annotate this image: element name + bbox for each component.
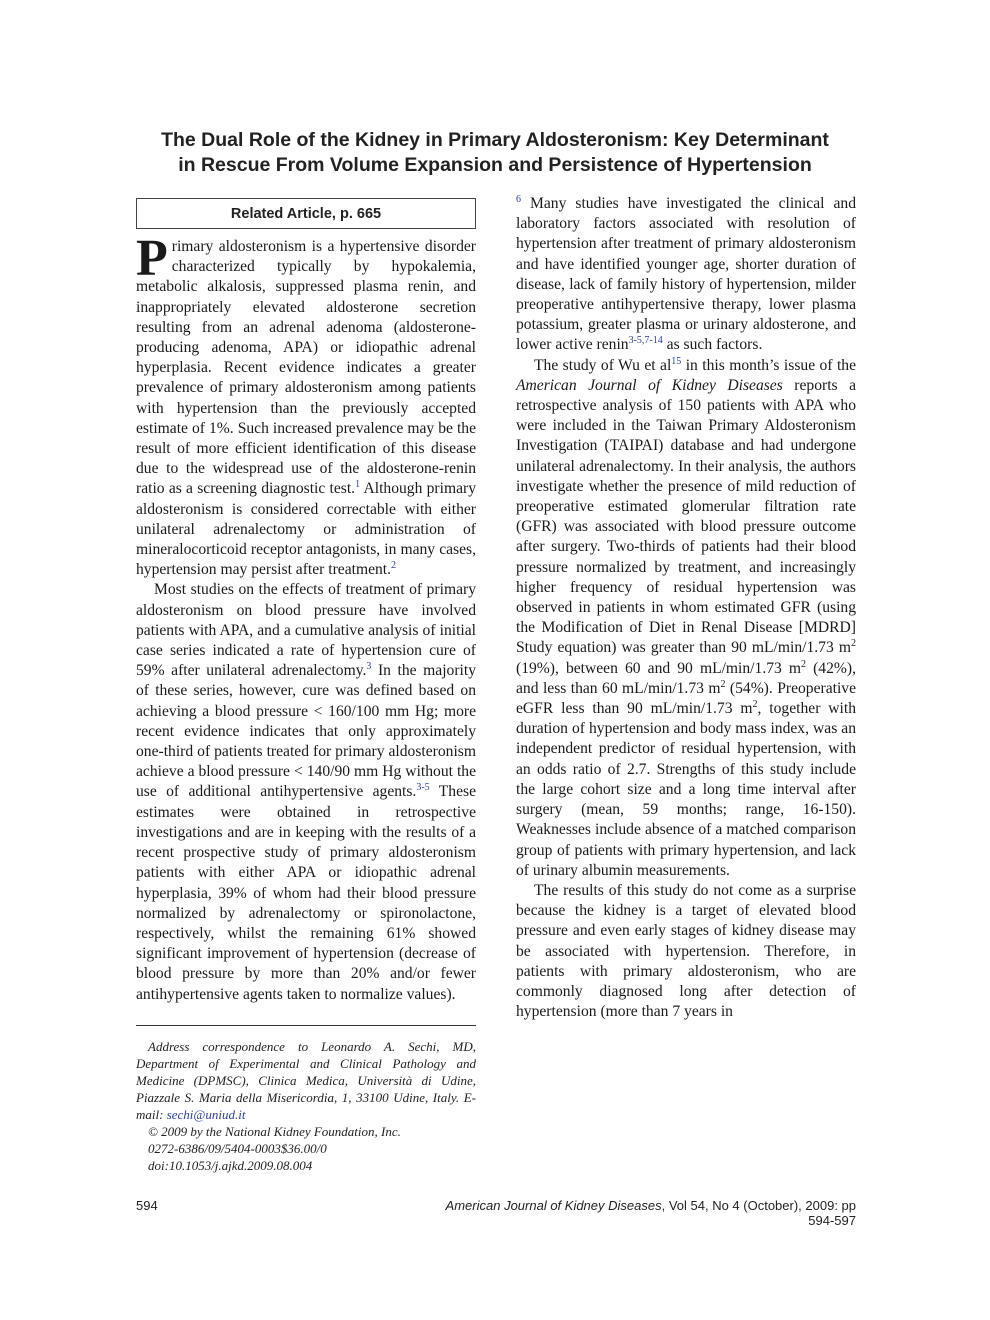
correspondence-address bbox=[136, 1038, 476, 1123]
p2-text-d: Many studies have investigated the clinical and laboratory factors associated with resolution of hypertension after treatment of primary aldosteronism and have identified younger age, shorter duration of disease, lack of family history of hypertension, milder preoperative antihypertensive therapy, lower plasma potassium, greater plasma or urinary aldosterone, and lower active renin bbox=[516, 195, 856, 354]
citation-ref[interactable]: 3-5 bbox=[416, 782, 430, 794]
p3-text-a: The study of Wu et al bbox=[534, 356, 672, 374]
title-line-1: The Dual Role of the Kidney in Primary Aldosteronism: Key Determinant bbox=[161, 129, 829, 151]
email-label: E-mail: bbox=[136, 1090, 476, 1122]
p3-text-g: , together with duration of hypertension and body mass index, was an independent predictor of residual hypertension, with an odds ratio of 2.7. Strengths of this study include the large cohort size and a long time interval after surgery (mean, 59 months; range, 16-150). Weaknesses include absence of a matched comparison group of patients with primary hypertension, and lack of urinary albumin measurements. bbox=[516, 700, 856, 879]
paragraph-4: The results of this study do not come as a surprise because the kidney is a target of elevated blood pressure and even early stages of kidney disease may be associated with hypertension. Therefore, in patients with primary aldosteronism, who are commonly diagnosed long after detection of hypertension (more than 7 years in bbox=[516, 881, 856, 1021]
p1-text-b: Although primary aldosteronism is considered correctable with either unilateral adrenalectomy or administration of mineralocorticoid receptor antagonists, in many cases, hypertension may persist after treatment. bbox=[136, 480, 476, 579]
paragraph-2 bbox=[136, 580, 476, 1004]
footnote-divider bbox=[136, 1025, 476, 1026]
right-column bbox=[516, 194, 856, 1022]
title-line-2: in Rescue From Volume Expansion and Persistence of Hypertension bbox=[178, 154, 812, 176]
p3-text-b: in this month’s issue of the bbox=[681, 356, 857, 374]
p1-text-a: rimary aldosteronism is a hypertensive disorder characterized typically by hypokalemia, metabolic alkalosis, suppressed plasma renin, and inappropriately elevated aldosterone secretion resulting from an adrenal adenoma (aldosterone-producing adenoma, APA) or idiopathic adrenal hyperplasia. Recent evidence indicates a greater prevalence of primary aldosteronism among patients with hypertension than the previously accepted estimate of 1%. Such increased prevalence may be the result of more efficient identification of this disease due to the widespread use of the aldosterone-renin ratio as a screening diagnostic test. bbox=[136, 238, 476, 498]
paragraph-1 bbox=[136, 230, 476, 580]
citation-ref[interactable]: 3 bbox=[366, 661, 372, 673]
address-text: Address correspondence to Leonardo A. Sechi, MD, Department of Experimental and Clinical Pathology and Medicine (DPMSC), Clinica Medica, Università di Udine, Piazzale S. Maria della Misericordia, 1, 33100 Udine, Italy. bbox=[136, 1039, 476, 1105]
paragraph-2-continued bbox=[516, 194, 856, 356]
citation-ref[interactable]: 3-5,7-14 bbox=[628, 335, 663, 347]
p2-text-c: These estimates were obtained in retrospective investigations and are in keeping with the results of a recent prospective study of primary aldosteronism patients with either APA or idiopathic adrenal hyperplasia, 39% of whom had their blood pressure normalized by adrenalectomy or spironolactone, respectively, whilst the remaining 61% showed significant improvement of hypertension (decrease of blood pressure by more than 20% and/or fewer antihypertensive agents taken to normalize values). bbox=[136, 783, 476, 1003]
citation-ref[interactable]: 2 bbox=[391, 560, 397, 572]
footnote bbox=[136, 1038, 476, 1174]
superscript: 2 bbox=[720, 678, 726, 690]
footer-journal: American Journal of Kidney Diseases bbox=[445, 1198, 662, 1213]
superscript: 2 bbox=[752, 699, 758, 711]
citation-ref[interactable]: 6 bbox=[516, 194, 521, 205]
email-link[interactable]: sechi@uniud.it bbox=[166, 1107, 246, 1122]
journal-name: American Journal of Kidney Diseases bbox=[516, 376, 783, 394]
article-title bbox=[60, 128, 930, 178]
p3-text-e: (42%), and less than 60 mL/min/1.73 m bbox=[516, 659, 856, 697]
page-number: 594 bbox=[136, 1198, 158, 1213]
journal-citation bbox=[430, 1198, 856, 1228]
copyright: © 2009 by the National Kidney Foundation, Inc. bbox=[148, 1124, 401, 1139]
drop-cap: P bbox=[136, 230, 168, 287]
p2-text-a: Most studies on the effects of treatment of primary aldosteronism on blood pressure have involved patients with APA, and a cumulative analysis of initial case series indicated a rate of hypertension cure of 59% after unilateral adrenalectomy. bbox=[136, 581, 476, 680]
p3-text-f: (54%). Preoperative eGFR less than 90 mL/min/1.73 m bbox=[516, 679, 857, 718]
citation-ref[interactable]: 15 bbox=[671, 355, 682, 367]
related-article-link[interactable]: Related Article, p. 665 bbox=[136, 198, 476, 229]
issn: 0272-6386/09/5404-0003$36.00/0 bbox=[148, 1141, 327, 1156]
footer-citation: , Vol 54, No 4 (October), 2009: pp 594-597 bbox=[661, 1198, 856, 1228]
paragraph-3 bbox=[516, 356, 856, 881]
superscript: 2 bbox=[851, 638, 856, 650]
p3-text-d: (19%), between 60 and 90 mL/min/1.73 m bbox=[516, 659, 802, 677]
citation-ref[interactable]: 1 bbox=[355, 479, 361, 491]
superscript: 2 bbox=[801, 658, 807, 670]
doi: doi:10.1053/j.ajkd.2009.08.004 bbox=[148, 1158, 313, 1173]
p3-text-c: reports a retrospective analysis of 150 patients with APA who were included in the Taiwan Primary Aldosteronism Investigation (TAIPAI) database and had undergone unilateral adrenalectomy. In their analysis, the authors investigate whether the presence of mild reduction of preoperative estimated glomerular filtration rate (GFR) was associated with blood pressure outcome after surgery. Two-thirds of patients had their blood pressure normalized by treatment, and increasingly higher frequency of residual hypertension was observed in patients in whom estimated GFR (using the Modification of Diet in Renal Disease [MDRD] Study equation) was greater than 90 mL/min/1.73 m bbox=[516, 376, 856, 657]
p2-text-b: In the majority of these series, however, cure was defined based on achieving a blood pressure < 160/100 mm Hg; more recent evidence indicates that only approximately one-third of patients treated for primary aldosteronism achieve a blood pressure < 140/90 mm Hg without the use of additional antihypertensive agents. bbox=[136, 662, 476, 801]
p2-text-e: as such factors. bbox=[662, 336, 763, 354]
left-column bbox=[136, 198, 476, 1005]
